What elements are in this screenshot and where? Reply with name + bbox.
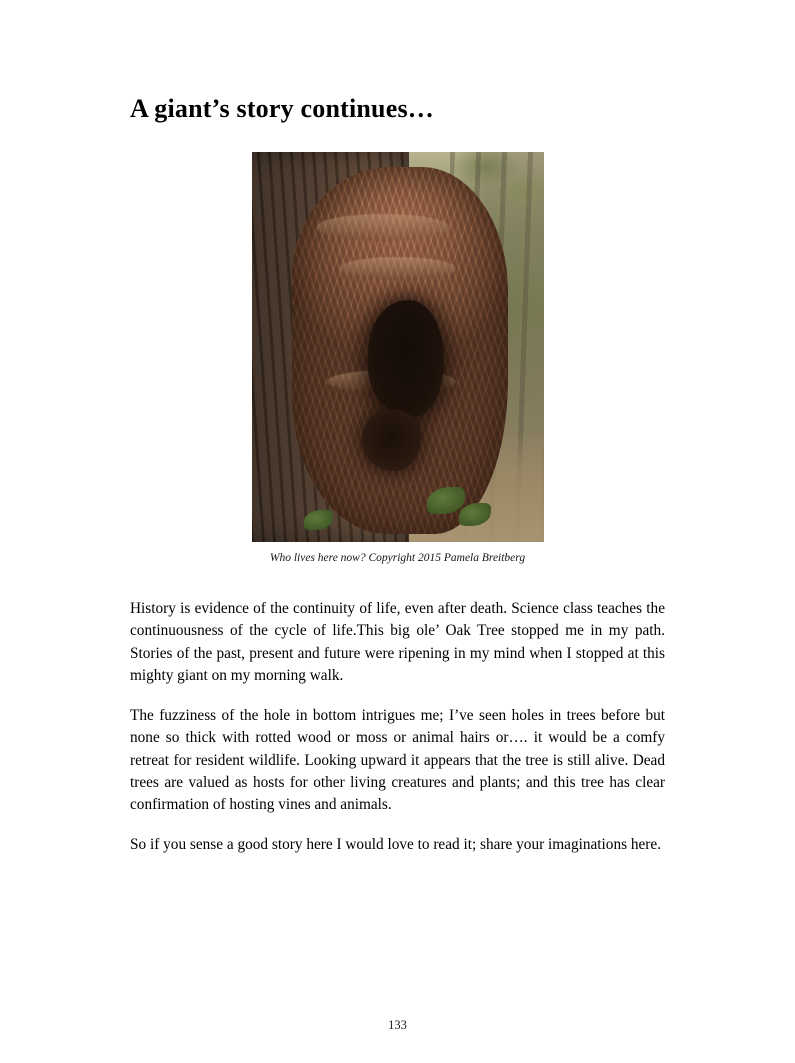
photo-rot-ridge [339, 257, 456, 280]
article-body [130, 598, 665, 857]
hollow-rotted-oak-trunk-photo [252, 152, 544, 542]
figure-block [130, 152, 665, 564]
page-content [130, 95, 665, 856]
figure-caption: Who lives here now? Copyright 2015 Pamela Breitberg [269, 551, 526, 564]
paragraph: The fuzziness of the hole in bottom intrigues me; I’ve seen holes in trees before but none so thick with rotted wood or moss or animal hairs or…. it would be a comfy retreat for resident wildlife. Looking upward it appears that the tree is still alive. Dead trees are valued as hosts for other living creatures and plants; and this tree has clear confirmation of hosting vines and animals. [130, 706, 665, 814]
page-number: 133 [388, 1018, 407, 1032]
page-title: A giant’s story continues… [130, 94, 434, 123]
paragraph: History is evidence of the continuity of life, even after death. Science class teaches the continuousness of the cycle of life.This big ole’ Oak Tree stopped me in my path. Stories of the past, present and future were ripening in my mind when I stopped at this mighty giant on my morning walk. [130, 599, 665, 685]
photo-lower-cavity [362, 409, 420, 471]
photo-tree-hollow [368, 300, 444, 417]
photo-rot-ridge [316, 214, 450, 241]
paragraph: So if you sense a good story here I would love to read it; share your imaginations here. [130, 835, 662, 853]
